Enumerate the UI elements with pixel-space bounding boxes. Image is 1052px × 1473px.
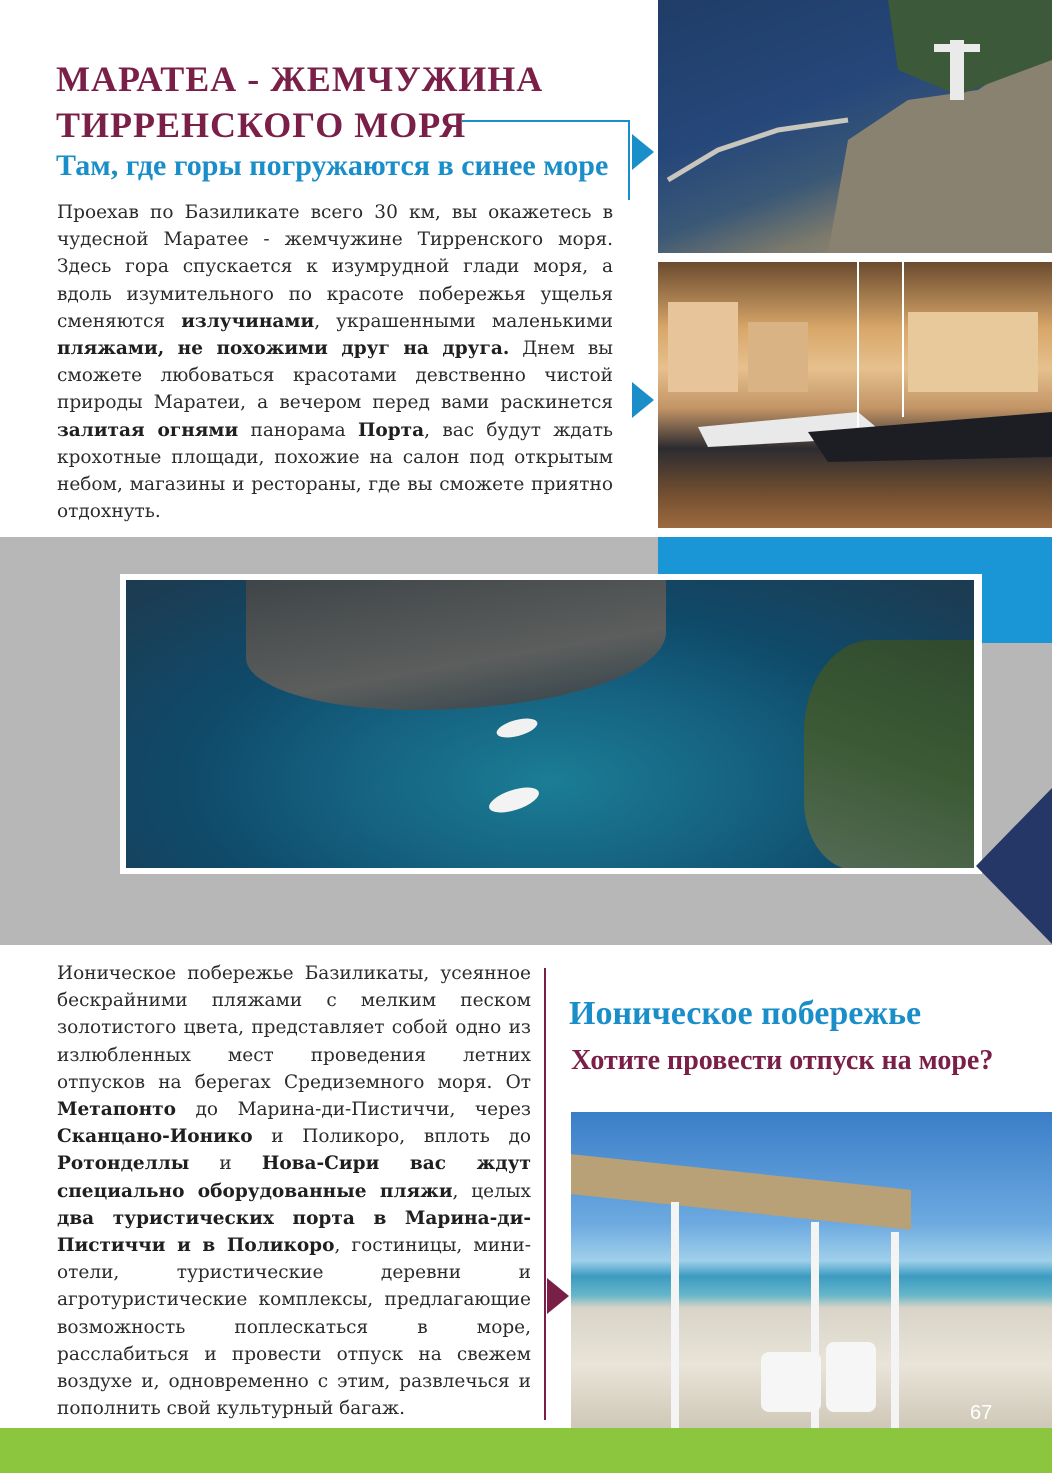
maratea-aerial-photo	[658, 0, 1052, 253]
boat	[486, 782, 542, 817]
title-line-1: МАРАТЕА - ЖЕМЧУЖИНА	[56, 59, 544, 99]
harbor-sunset-photo	[658, 262, 1052, 528]
pointer-triangle-icon	[632, 382, 654, 418]
canopy-post	[671, 1202, 679, 1428]
ionian-subtitle: Хотите провести отпуск на море?	[571, 1045, 994, 1076]
pointer-triangle-icon	[632, 134, 654, 170]
harbor-photo-art	[658, 262, 1052, 528]
ionian-paragraph: Ионическое побережье Базиликаты, усеянное бескрайними пляжами с мелким песком золотистого цвета, представляет собой одно из излюбленных мест проведения летних отпусков на берегах Средиземного моря. От Метапонто до Марина-ди-Пистиччи, через Сканцано-Ионико и Поликоро, вплоть до Ротонделлы и Нова-Сири вас ждут специально оборудованные пляжи, целых два туристических порта в Марина-ди-Пистиччи и в Поликоро, гостиницы, мини-отели, туристические деревни и агротуристические комплексы, предлагающие возможность поплескаться в море, расслабиться и провести отпуск на свежем воздухе и, одновременно с этим, развлечься и пополнить свой культурный багаж.	[57, 963, 532, 1420]
forest-coast	[804, 640, 974, 868]
beach-canopy	[571, 1154, 911, 1230]
page-subtitle: Там, где горы погружаются в синее море	[56, 149, 609, 182]
maratea-photo-art	[658, 0, 1052, 253]
boat	[495, 715, 540, 741]
canopy-post	[891, 1232, 899, 1428]
page-number: 67	[970, 1402, 993, 1424]
footer-green-band	[0, 1428, 1052, 1473]
bay-photo-image	[126, 580, 974, 868]
beach-photo	[571, 1112, 1052, 1428]
beach-chair	[761, 1352, 821, 1412]
ionian-title: Ионическое побережье	[569, 995, 922, 1032]
pointer-triangle-icon	[547, 1278, 569, 1314]
bay-aerial-photo	[120, 574, 982, 874]
vertical-divider	[544, 968, 546, 1420]
navy-corner-wedge	[976, 788, 1052, 944]
title-line-2: ТИРРЕНСКОГО МОРЯ	[56, 105, 467, 145]
rock-formation	[246, 580, 666, 710]
beach-chair	[826, 1342, 876, 1412]
intro-paragraph: Проехав по Базиликате всего 30 км, вы окажетесь в чудесной Маратее - жемчужине Тирренского моря. Здесь гора спускается к изумрудной глади моря, а вдоль изумительного по красоте побережья ущелья сменяются излучинами, украшенными маленькими пляжами, не похожими друг на друга. Днем вы сможете любоваться красотами девственно чистой природы Маратеи, а вечером перед вами раскинется залитая огнями панорама Порта, вас будут ждать крохотные площади, похожие на салон под открытым небом, магазины и рестораны, где вы сможете приятно отдохнуть.	[57, 202, 613, 523]
